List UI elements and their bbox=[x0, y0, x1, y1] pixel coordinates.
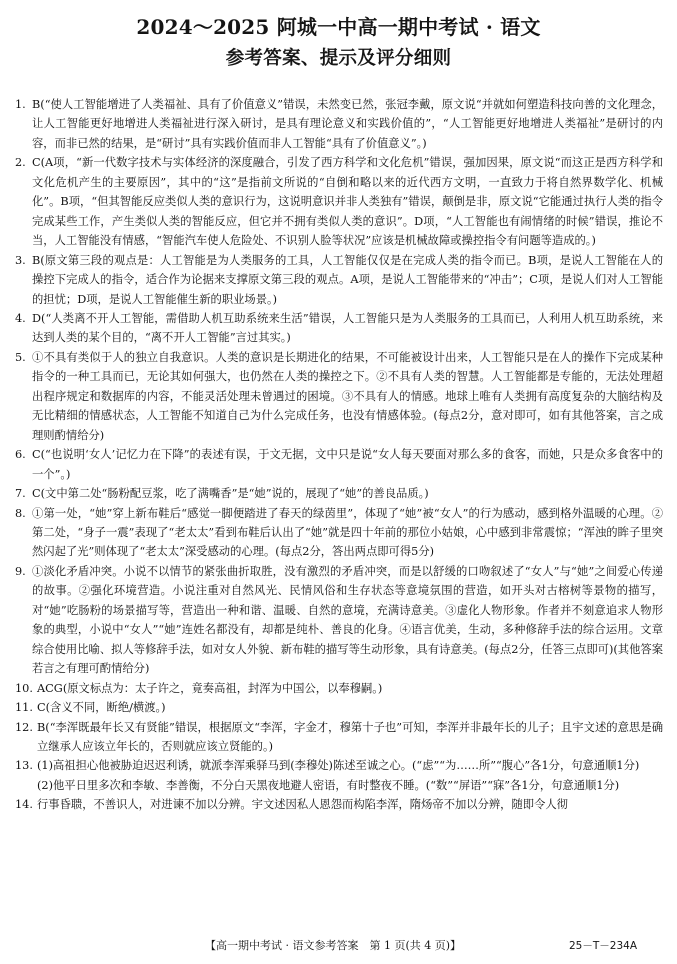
answer-text: C(“也说明‘女人’记忆力在下降”的表述有误，于文无据，文中只是说“女人每天要面对那么多的食客，而她，只是众多食客中的一个”。) bbox=[32, 448, 663, 481]
answer-text: B(“使人工智能增进了人类福祉、具有了价值意义”错误，未然变已然，张冠李戴，原文说“并就如何塑造科技向善的文化理念，让人工智能更好地增进人类福祉进行深入研讨，是具有理论意义和实践价值的”，“人工智能更好地增进人类福祉”是研讨的内容，而非已然的结果，是“研讨”具有实践价值而非人工智能“具有了价值意义”。) bbox=[32, 98, 663, 150]
answer-number: 5. bbox=[15, 350, 26, 364]
answer-item-4 bbox=[15, 309, 663, 348]
page-subtitle: 参考答案、提示及评分细则 bbox=[225, 48, 452, 69]
answer-text: 行事昏聩，不善识人，对进谏不加以分辨。宇文述因私人恩怨而构陷李浑，隋炀帝不加以分辨，随即令人彻 bbox=[37, 798, 568, 812]
answer-number: 13. bbox=[15, 759, 33, 773]
answer-item-13-part-2 bbox=[15, 776, 663, 795]
answer-item-6 bbox=[15, 445, 663, 484]
answer-text: ①第一处，“她”穿上新布鞋后“感觉一脚便踏进了春天的绿茵里”，体现了“她”被“女人”的行为感动，感到格外温暖的心理。②第二处，“身子一震”表现了“老太太”看到布鞋后认出了“她”就是四十年前的那位小姑娘，心中感到非常震惊；“浑浊的眸子里突然闪起了光”则体现了“老太太”深受感动的心理。(每点2分，答出两点即可得5分) bbox=[32, 506, 663, 559]
answer-list bbox=[15, 95, 663, 815]
answer-text: ACG(原文标点为：太子许之，竟奏高祖，封浑为中国公，以奉穆嗣。) bbox=[37, 681, 383, 695]
answer-number: 10. bbox=[15, 681, 33, 695]
footer-page-info: 【高一期中考试 · 语文参考答案 第 1 页(共 4 页)】 bbox=[205, 939, 462, 952]
page-title: 2024～2025 阿城一中高一期中考试 · 语文 bbox=[136, 15, 541, 39]
answer-text: C(文中第二处“肠粉配豆浆，吃了满嘴香”是“她”说的，展现了“她”的善良品质。) bbox=[32, 487, 429, 501]
answer-item-5 bbox=[15, 348, 663, 445]
answer-text: C(含义不同，断绝/横渡。) bbox=[37, 701, 166, 715]
answer-item-8 bbox=[15, 504, 663, 562]
page-footer bbox=[0, 936, 677, 956]
answer-item-7 bbox=[15, 484, 663, 503]
answer-number: 1. bbox=[15, 98, 26, 111]
answer-item-12 bbox=[15, 718, 663, 757]
answer-number: 11. bbox=[15, 701, 33, 715]
answer-text: ①淡化矛盾冲突。小说不以情节的紧张曲折取胜，没有激烈的矛盾冲突，而是以舒缓的口吻叙述了“女人”与“她”之间爱心传递的故事。②强化环境营造。小说注重对自然风光、民情风俗和生存状态等意境氛围的营造，如开头对古榕树等景物的描写，对“她”吃肠粉的场景描写等，营造出一种和谐、温暖、自然的意境，充满诗意美。③虚化人物形象。作者并不刻意追求人物形象的典型，小说中“女人”“她”连姓名都没有，却都是纯朴、善良的化身。④语言优美，生动，多种修辞手法的综合运用。文章综合使用比喻、拟人等修辞手法，如对女人外貌、新布鞋的描写等生动形象，具有诗意美。(每点2分，任答三点即可)(其他答案若言之有理可酌情给分) bbox=[32, 564, 663, 676]
answer-number: 12. bbox=[15, 720, 33, 734]
answer-item-3 bbox=[15, 251, 663, 309]
answer-item-1 bbox=[15, 95, 663, 153]
answer-item-13 bbox=[15, 756, 663, 775]
answer-number: 6. bbox=[15, 448, 26, 462]
answer-text: B(原文第三段的观点是：人工智能是为人类服务的工具，人工智能仅仅是在完成人类的指令而已。B项，是说人工智能在人的操控下完成人的指令，适合作为论据来支撑原文第三段的观点。A项，是说人工智能带来的“冲击”；C项，是说人们对人工智能的担忧；D项，是说人工智能催生新的职业场景。) bbox=[32, 253, 663, 306]
footer-doc-code: 25－T－234A bbox=[569, 940, 637, 952]
answer-number: 8. bbox=[15, 506, 26, 520]
answer-item-10 bbox=[15, 679, 663, 698]
answer-item-2 bbox=[15, 153, 663, 250]
answer-text: B(“李浑既最年长又有贤能”错误，根据原文“李浑，字金才，穆第十子也”可知，李浑并非最年长的儿子；且宇文述的意思是确立继承人应该立年长的，否则就应该立贤能的。) bbox=[37, 720, 663, 753]
answer-number: 3. bbox=[15, 253, 26, 267]
answer-text: D(“人类离不开人工智能，需借助人机互助系统来生活”错误，人工智能只是为人类服务的工具而已，人利用人机互助系统，来达到人类的某个目的，“离不开人工智能”言过其实。) bbox=[32, 311, 663, 345]
answer-text-part-2: (2)他平日里多次和李敏、李善衡，不分白天黑夜地避人密语，有时整夜不睡。(“数”“屏语”“寐”各1分，句意通顺1分) bbox=[37, 778, 620, 792]
answer-number: 9. bbox=[15, 564, 26, 578]
answer-number: 14. bbox=[15, 798, 33, 812]
answer-number: 7. bbox=[15, 487, 26, 501]
answer-text-part-1: (1)高祖担心他被胁迫迟迟利诱，就派李浑乘驿马到(李穆处)陈述至诚之心。(“虑”“为……所”“腹心”各1分，句意通顺1分) bbox=[37, 759, 640, 773]
answer-item-11 bbox=[15, 698, 663, 717]
answer-text: ①不具有类似于人的独立自我意识。人类的意识是长期进化的结果，不可能被设计出来，人工智能只是在人的操作下完成某种指令的一种工具而已，无论其如何强大，也仍然在人类的操控之下。②不具有人类的智慧。人工智能都是专能的，无法处理超出程序规定和数据库的内容，不能灵活处理未曾遇过的困境。③不具有人的情感。地球上唯有人类拥有高度复杂的大脑结构及无比精细的情感状态，人工智能不知道自己为什么完成任务，也没有情感体验。(每点2分，意对即可，如有其他答案，言之成理则酌情给分) bbox=[32, 350, 663, 442]
answer-number: 4. bbox=[15, 311, 26, 325]
answer-text: C(A项，“新一代数字技术与实体经济的深度融合，引发了西方科学和文化危机”错误，强加因果，原文说“而这正是西方科学和文化危机产生的主要原因”，其中的“这”是指前文所说的“自倒和略以来的近代西方文明，一直致力于将自然界数学化、机械化”。B项，“但其智能反应类似人类的意识行为，这说明意识并非人类独有”错误，颠倒是非，原文说“它能通过执行人类的指令完成某些工作，产生类似人类的智能反应，但它并不拥有类似人类的意识”。D项，“人工智能也有闹情绪的时候”错误，推论不当，人工智能没有情感，“智能汽车使人危险处、不识别人脸等状况”应该是机械故障或操控指令有问题等造成的。) bbox=[32, 156, 663, 248]
answer-number: 2. bbox=[15, 156, 26, 170]
answer-item-9 bbox=[15, 562, 663, 679]
answer-item-14 bbox=[15, 795, 663, 814]
